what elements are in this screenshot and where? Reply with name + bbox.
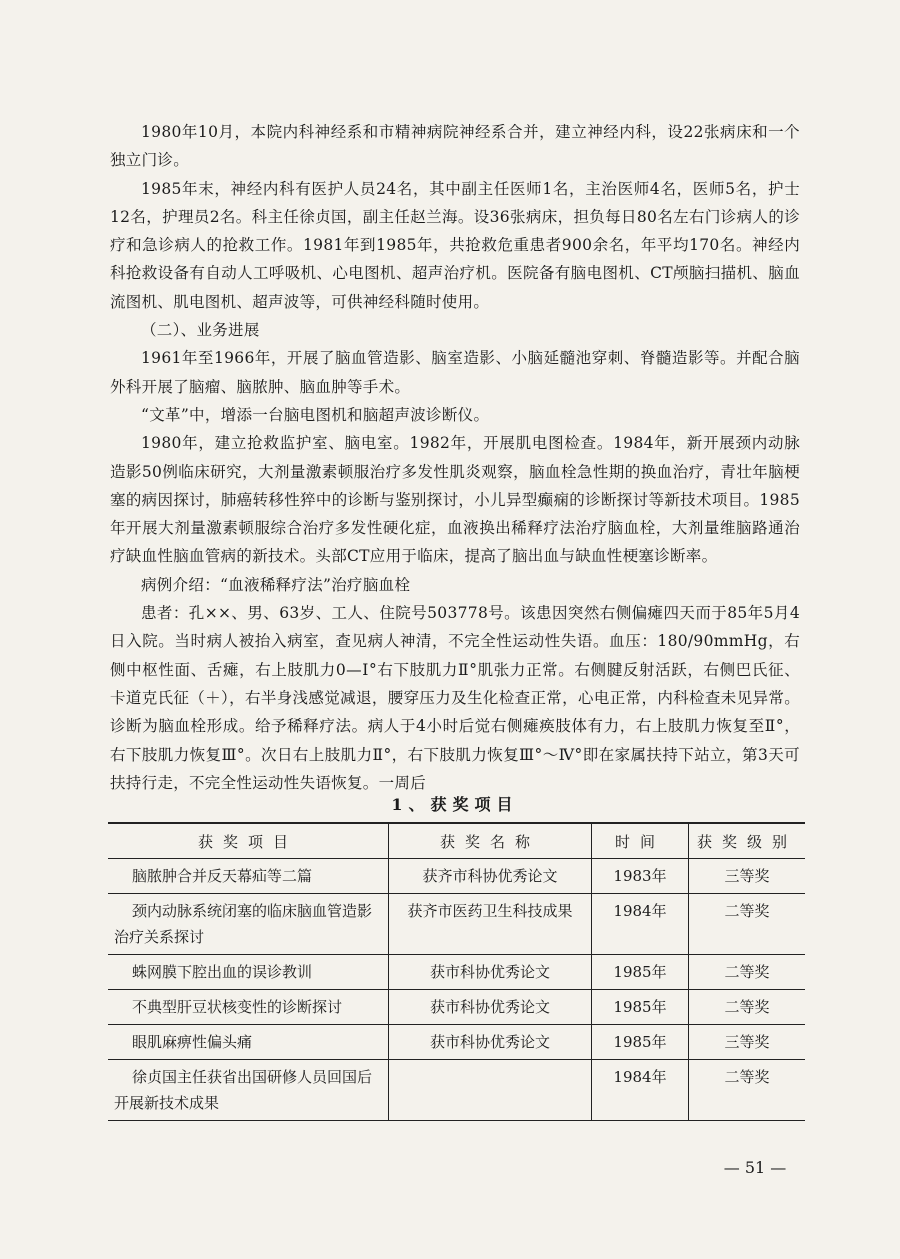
page-number: — 51 —: [723, 1158, 787, 1177]
table-row: [108, 1025, 805, 1060]
header-time: 时间: [592, 823, 689, 859]
cell-time: 1985年: [592, 990, 689, 1025]
cell-level: 二等奖: [689, 990, 806, 1025]
table-row: [108, 1060, 805, 1121]
table-row: [108, 955, 805, 990]
case-heading: 病例介绍：“血液稀释疗法”治疗脑血栓: [141, 575, 411, 594]
cell-name: 获市科协优秀论文: [389, 1025, 592, 1060]
cell-time: 1985年: [592, 1025, 689, 1060]
paragraph-cultural-revolution: “文革”中，增添一台脑电图机和脑超声波诊断仪。: [141, 405, 490, 424]
cell-level: 二等奖: [689, 1060, 806, 1121]
paragraph-neurology-founding: 1980年10月，本院内科神经系和市精神病院神经系合并，建立神经内科，设22张病床和一个独立门诊。: [110, 123, 800, 170]
body-text: [110, 118, 800, 797]
cell-level: 二等奖: [689, 955, 806, 990]
paragraph-case-patient: 患者：孔××、男、63岁、工人、住院号503778号。该患因突然右侧偏瘫四天而于85年5月4日入院。当时病人被抬入病室，查见病人神清，不完全性运动性失语。血压：180/90mmHg，右侧中枢性面、舌瘫，右上肢肌力0—Ⅰ°右下肢肌力Ⅱ°肌张力正常。右侧腱反射活跃，右侧巴氏征、卡道克氏征（＋），右半身浅感觉减退，腰穿压力及生化检查正常，心电正常，内科检查未见异常。诊断为脑血栓形成。给予稀释疗法。病人于4小时后觉右侧瘫痪肢体有力，右上肢肌力恢复至Ⅱ°，右下肢肌力恢复Ⅲ°。次日右上肢肌力Ⅱ°，右下肢肌力恢复Ⅲ°～Ⅳ°即在家属扶持下站立，第3天可扶持行走，不完全性运动性失语恢复。一周后: [110, 604, 800, 792]
awards-table: [108, 822, 805, 1121]
table-row: [108, 990, 805, 1025]
cell-time: 1984年: [592, 894, 689, 955]
header-name: 获奖名称: [389, 823, 592, 859]
cell-time: 1985年: [592, 955, 689, 990]
paragraph-staff-1985: 1985年末，神经内科有医护人员24名，其中副主任医师1名，主治医师4名，医师5名，护士12名，护理员2名。科主任徐贞国，副主任赵兰海。设36张病床，担负每日80名左右门诊病人的诊疗和急诊病人的抢救工作。1981年到1985年，共抢救危重患者900余名，年平均170名。神经内科抢救设备有自动人工呼吸机、心电图机、超声治疗机。医院备有脑电图机、CT颅脑扫描机、脑血流图机、肌电图机、超声波等，可供神经科随时使用。: [110, 179, 800, 311]
header-level: 获奖级别: [689, 823, 806, 859]
table-row: [108, 859, 805, 894]
cell-item: 蛛网膜下腔出血的误诊教训: [108, 955, 389, 990]
cell-item: 徐贞国主任获省出国研修人员回国后开展新技术成果: [108, 1060, 389, 1121]
cell-name: 获市科协优秀论文: [389, 990, 592, 1025]
cell-name: 获齐市科协优秀论文: [389, 859, 592, 894]
cell-item: 眼肌麻痹性偏头痛: [108, 1025, 389, 1060]
cell-time: 1983年: [592, 859, 689, 894]
section-heading-progress: （二）、业务进展: [141, 321, 260, 340]
table-header-row: [108, 823, 805, 859]
cell-item: 不典型肝豆状核变性的诊断探讨: [108, 990, 389, 1025]
cell-level: 三等奖: [689, 859, 806, 894]
table-row: [108, 894, 805, 955]
cell-time: 1984年: [592, 1060, 689, 1121]
cell-level: 二等奖: [689, 894, 806, 955]
cell-name: 获齐市医药卫生科技成果: [389, 894, 592, 955]
cell-name: [389, 1060, 592, 1121]
cell-item: 颈内动脉系统闭塞的临床脑血管造影治疗关系探讨: [108, 894, 389, 955]
table-title: 1、获奖项目: [391, 795, 519, 814]
paragraph-1961-1966: 1961年至1966年，开展了脑血管造影、脑室造影、小脑延髓池穿刺、脊髓造影等。并配合脑外科开展了脑瘤、脑脓肿、脑血肿等手术。: [110, 349, 800, 396]
header-item: 获奖项目: [108, 823, 389, 859]
cell-level: 三等奖: [689, 1025, 806, 1060]
cell-name: 获市科协优秀论文: [389, 955, 592, 990]
paragraph-1980s-progress: 1980年，建立抢救监护室、脑电室。1982年，开展肌电图检查。1984年，新开展颈内动脉造影50例临床研究，大剂量激素顿服治疗多发性肌炎观察，脑血栓急性期的换血治疗，青壮年脑梗塞的病因探讨，肺癌转移性猝中的诊断与鉴别探讨，小儿异型癫痫的诊断探讨等新技术项目。1985年开展大剂量激素顿服综合治疗多发性硬化症，血液换出稀释疗法治疗脑血栓，大剂量维脑路通治疗缺血性脑血管病的新技术。头部CT应用于临床，提高了脑出血与缺血性梗塞诊断率。: [110, 434, 800, 566]
cell-item: 脑脓肿合并反天幕疝等二篇: [108, 859, 389, 894]
